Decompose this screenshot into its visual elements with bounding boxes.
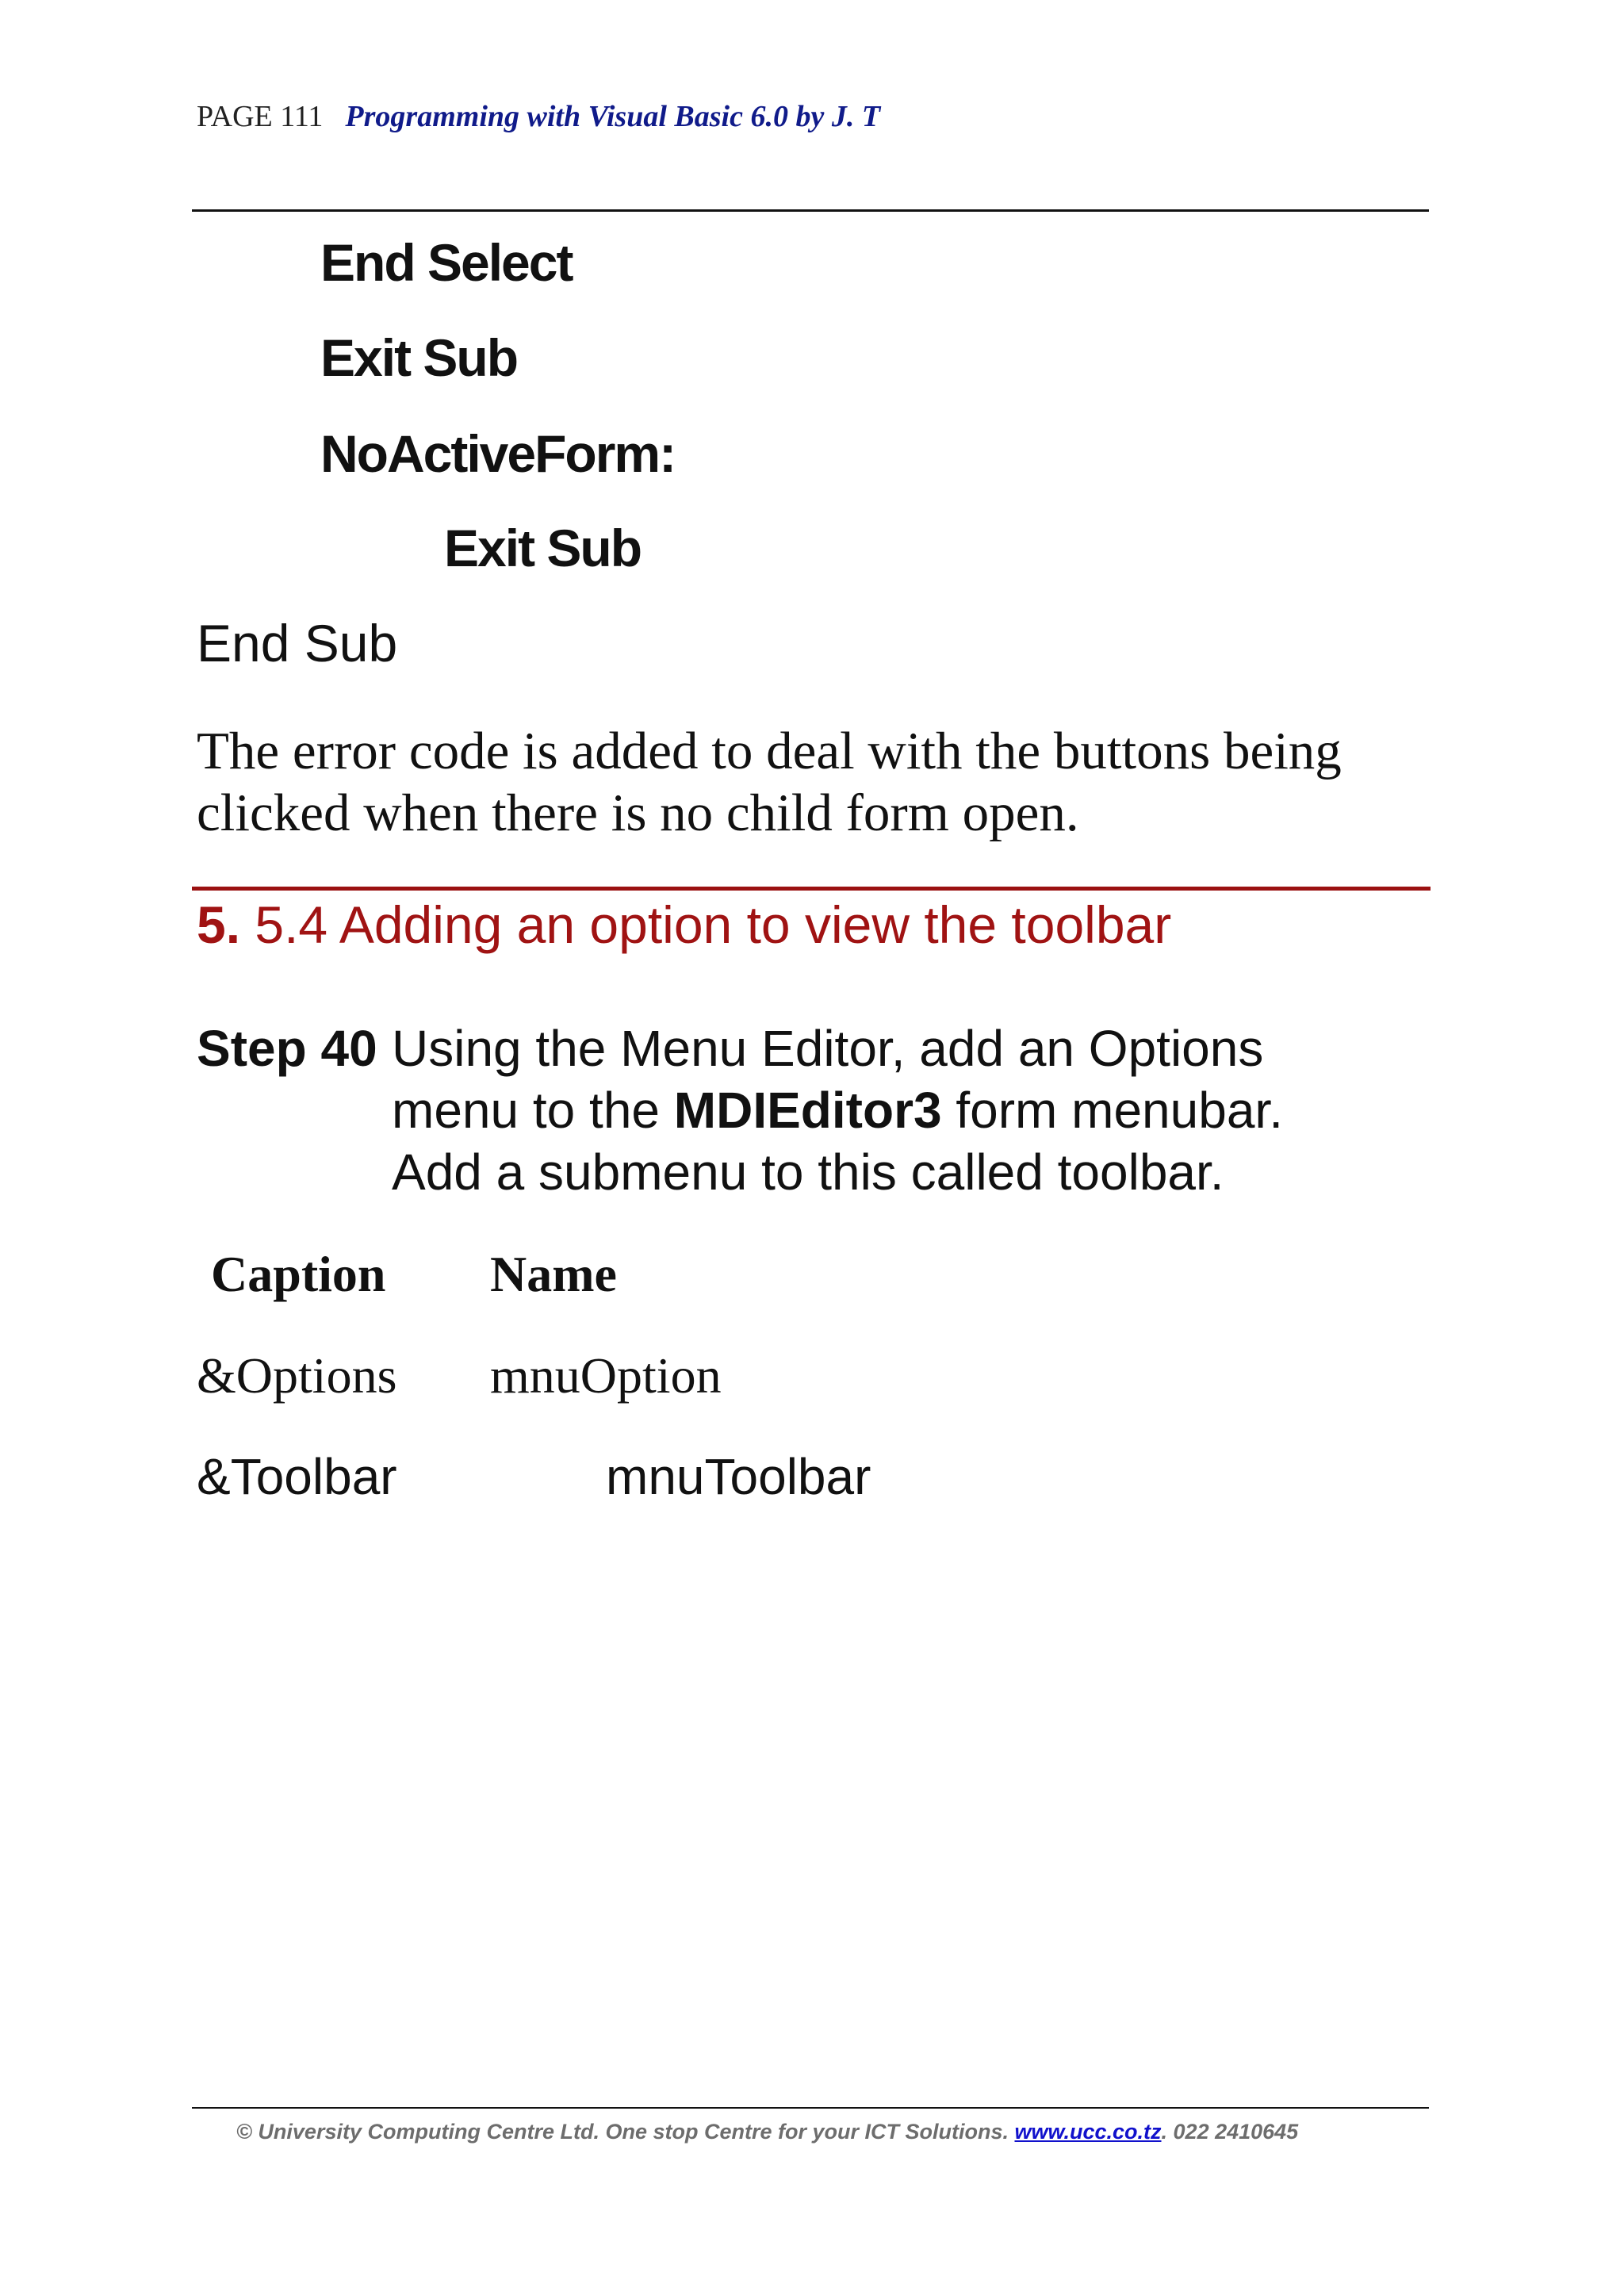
table-cell-caption: &Options <box>197 1347 397 1404</box>
footer-divider <box>192 2107 1429 2109</box>
code-line-exit-sub: Exit Sub <box>320 328 518 387</box>
code-line-end-sub: End Sub <box>197 614 398 672</box>
step-line-3: Add a submenu to this called toolbar. <box>392 1144 1224 1201</box>
page-header <box>197 97 880 136</box>
caption-column-header: Caption <box>211 1246 386 1302</box>
table-cell-name: mnuOption <box>490 1347 722 1404</box>
section-number: 5. <box>197 895 241 954</box>
code-line-end-select: End Select <box>320 233 573 292</box>
page-footer <box>236 2116 1298 2147</box>
website-link[interactable]: www.ucc.co.tz <box>1014 2120 1162 2144</box>
table-cell-caption: &Toolbar <box>197 1448 397 1505</box>
code-line-exit-sub-indented: Exit Sub <box>444 519 642 577</box>
section-title: 5.4 Adding an option to view the toolbar <box>240 895 1172 954</box>
section-heading <box>197 890 1171 960</box>
table-cell-name: mnuToolbar <box>606 1448 871 1505</box>
step-line-2: menu to the MDIEditor3 form menubar. <box>392 1082 1283 1139</box>
step-label: Step 40 <box>197 1020 377 1077</box>
header-divider <box>192 209 1429 212</box>
step-instructions <box>392 1017 1438 1203</box>
copyright-icon: © <box>236 2120 252 2144</box>
form-name: MDIEditor3 <box>673 1082 942 1139</box>
page-number: PAGE 111 <box>197 100 324 133</box>
step-line-1: Using the Menu Editor, add an Options <box>392 1020 1264 1077</box>
explanation-paragraph: The error code is added to deal with the buttons being clicked when there is no child form open. <box>197 722 1342 842</box>
footer-text: University Computing Centre Ltd. One stop Centre for your ICT Solutions. <box>258 2120 1009 2144</box>
footer-phone: . 022 2410645 <box>1161 2120 1299 2144</box>
book-title: Programming with Visual Basic 6.0 by J. T <box>345 100 881 133</box>
code-line-label: NoActiveForm: <box>320 424 676 483</box>
name-column-header: Name <box>490 1246 617 1302</box>
